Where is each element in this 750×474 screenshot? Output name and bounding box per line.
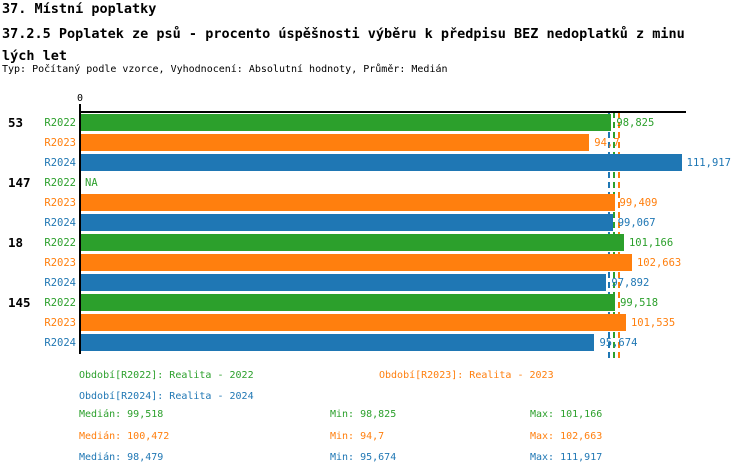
bar-series-label: R2024 (44, 217, 76, 229)
bar-value-label: 95,674 (599, 337, 638, 349)
median-line-r2022 (613, 112, 615, 358)
bar-na-label: NA (85, 177, 98, 189)
bar-series-label: R2022 (44, 297, 76, 309)
group-label: 53 (8, 115, 24, 130)
bar-value-label: 99,409 (619, 197, 658, 209)
chart-subtitle: 37.2.5 Poplatek ze psů - procento úspěšnosti výběru k předpisu BEZ nedoplatků z minulých let (2, 26, 685, 64)
legend-item-r2024: Období[R2024]: Realita - 2024 (79, 391, 254, 402)
bar-r2024 (81, 334, 594, 351)
bar-series-label: R2022 (44, 237, 76, 249)
median-line-r2023 (618, 112, 620, 358)
bar-value-label: 97,892 (611, 277, 650, 289)
stat-max-r2023: Max: 102,663 (530, 430, 603, 442)
bar-r2023 (81, 194, 615, 211)
bar-series-label: R2022 (44, 177, 76, 189)
y-axis-line (79, 104, 81, 354)
x-axis-line (79, 111, 686, 113)
bar-value-label: 99,067 (617, 217, 656, 229)
bar-series-label: R2022 (44, 117, 76, 129)
bar-value-label: 98,825 (616, 117, 655, 129)
bar-series-label: R2024 (44, 337, 76, 349)
bar-series-label: R2024 (44, 277, 76, 289)
legend-item-r2023: Období[R2023]: Realita - 2023 (379, 370, 554, 381)
group-label: 147 (8, 175, 31, 190)
bar-value-label: 111,917 (686, 157, 731, 169)
bar-series-label: R2023 (44, 317, 76, 329)
bar-r2023 (81, 134, 589, 151)
stat-min-r2022: Min: 98,825 (330, 409, 397, 420)
bar-r2024 (81, 274, 606, 291)
bar-r2023 (81, 314, 626, 331)
stat-median-r2024: Medián: 98,479 (79, 452, 164, 463)
chart-title: 37. Místní poplatky (2, 1, 157, 17)
axis-zero-tick-label: 0 (76, 93, 84, 104)
bar-r2023 (81, 254, 632, 271)
bar-r2022 (81, 294, 615, 311)
stat-max-r2022: Max: 101,166 (530, 409, 603, 420)
bar-series-label: R2024 (44, 157, 76, 169)
stat-min-r2024: Min: 95,674 (330, 452, 397, 463)
bar-series-label: R2023 (44, 197, 76, 209)
bar-series-label: R2023 (44, 257, 76, 269)
bar-series-label: R2023 (44, 137, 76, 149)
stat-max-r2024: Max: 111,917 (530, 452, 603, 463)
median-line-r2024 (608, 112, 610, 358)
legend-item-r2022: Období[R2022]: Realita - 2022 (79, 370, 254, 381)
bar-r2022 (81, 114, 611, 131)
bar-value-label: 94,7 (594, 137, 620, 149)
chart-meta-line: Typ: Počítaný podle vzorce, Vyhodnocení: Absolutní hodnoty, Průměr: Medián (2, 64, 448, 75)
bar-value-label: 101,535 (630, 317, 676, 329)
stat-median-r2023: Medián: 100,472 (79, 430, 170, 442)
group-label: 145 (8, 295, 31, 310)
group-label: 18 (8, 235, 24, 250)
bar-value-label: 102,663 (636, 257, 682, 269)
bar-r2022 (81, 234, 624, 251)
stat-median-r2022: Medián: 99,518 (79, 409, 164, 420)
bar-r2024 (81, 214, 613, 231)
stat-min-r2023: Min: 94,7 (330, 430, 385, 442)
bar-value-label: 101,166 (628, 237, 674, 249)
bar-r2024 (81, 154, 682, 171)
bar-value-label: 99,518 (620, 297, 659, 309)
